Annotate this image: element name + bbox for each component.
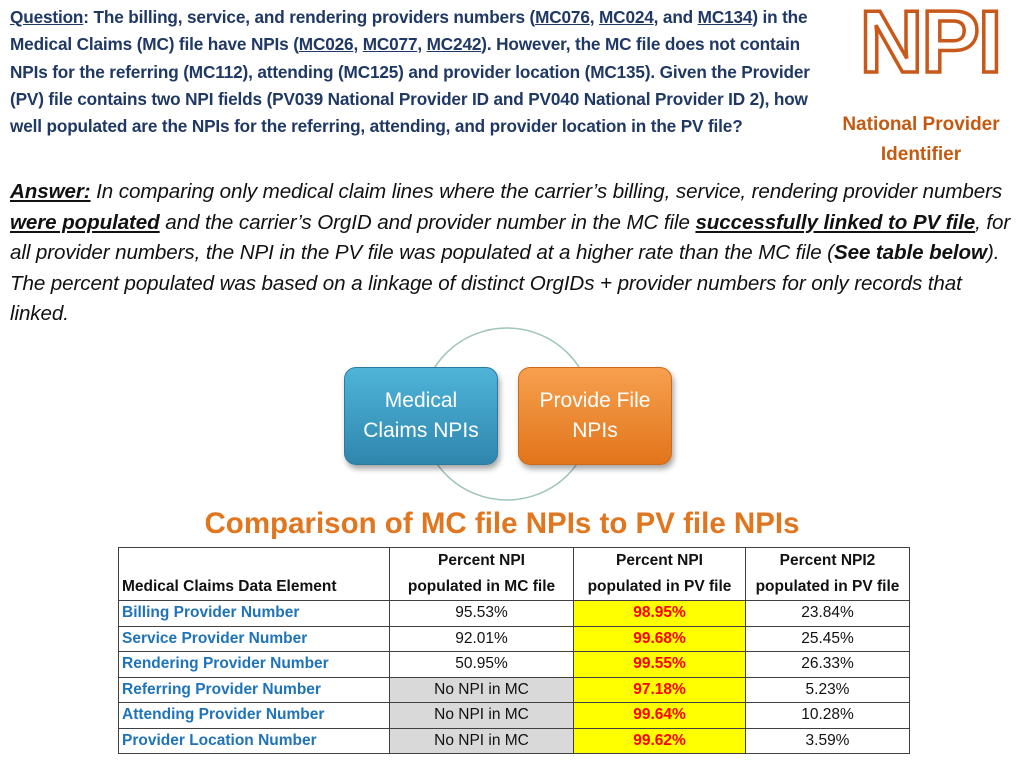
table-header-row: [119, 548, 910, 601]
answer-text: , for all provider numbers, the NPI in the PV file was populated at a higher rate than the MC file (: [10, 210, 1011, 264]
row-name: Service Provider Number: [119, 626, 390, 652]
table-row: [119, 677, 910, 703]
comparison-table: [118, 547, 910, 754]
npi-subtitle-line2: Identifier: [880, 144, 962, 165]
provider-file-npis-box: [518, 367, 672, 465]
row-pv-pct: 99.68%: [574, 626, 746, 652]
npi-subtitle-line1: National Provider: [842, 114, 1000, 135]
separator: ,: [417, 34, 427, 55]
field-link-mc024[interactable]: MC024: [599, 7, 654, 27]
header-pct-pv2: [746, 548, 910, 601]
question-paragraph: [10, 4, 820, 140]
header-data-element: Medical Claims Data Element: [119, 548, 390, 601]
row-pv2-pct: 26.33%: [746, 652, 910, 678]
separator: ,: [353, 34, 363, 55]
row-name: Attending Provider Number: [119, 703, 390, 729]
row-name: Provider Location Number: [119, 728, 390, 754]
row-pv2-pct: 23.84%: [746, 601, 910, 627]
row-name: Billing Provider Number: [119, 601, 390, 627]
row-name: Rendering Provider Number: [119, 652, 390, 678]
question-text: : The billing, service, and rendering providers numbers (: [83, 7, 536, 27]
question-text: ). However, the MC file does not contain NPIs for the referring (MC112), attending (MC125) and provider location (MC135). Given the Provider (PV) file contains two NPI fields (PV039 National Provider ID and PV040 National Provider ID 2), how well populated are the NPIs for the referring, attending, and provider location in the PV file?: [10, 34, 810, 137]
npi-subtitle: [818, 110, 1024, 170]
answer-emphasis-populated: were populated: [10, 210, 160, 234]
header-pct-mc: [390, 548, 574, 601]
header-line: populated in MC file: [407, 578, 556, 595]
box-pv-line2: NPIs: [572, 419, 618, 442]
table-row: [119, 626, 910, 652]
field-link-mc134[interactable]: MC134: [697, 7, 753, 27]
header-line: Percent NPI: [437, 552, 525, 569]
npi-logo-letters: NPI: [859, 0, 1001, 80]
row-name: Referring Provider Number: [119, 677, 390, 703]
field-link-mc076[interactable]: MC076: [535, 7, 590, 27]
field-link-mc026[interactable]: MC026: [298, 34, 354, 55]
question-label: Question: [10, 7, 84, 27]
row-pv-pct: 99.62%: [574, 728, 746, 754]
answer-paragraph: [10, 177, 1015, 330]
box-mc-line2: Claims NPIs: [363, 419, 479, 442]
row-pv2-pct: 25.45%: [746, 626, 910, 652]
table-title: Comparison of MC file NPIs to PV file NPIs: [204, 507, 800, 540]
table-row: [119, 652, 910, 678]
row-mc-pct: 92.01%: [390, 626, 574, 652]
header-pct-pv: [574, 548, 746, 601]
row-pv-pct: 99.55%: [574, 652, 746, 678]
table-row: [119, 601, 910, 627]
field-link-mc077[interactable]: MC077: [362, 34, 418, 55]
row-mc-pct: No NPI in MC: [390, 677, 574, 703]
question-text: ) in the Medical Claims (MC) file have NPIs (: [10, 7, 808, 55]
medical-claims-npis-box: [344, 367, 498, 465]
table-row: [119, 728, 910, 754]
table-row: [119, 703, 910, 729]
answer-emphasis-linked: successfully linked to PV file: [695, 210, 976, 234]
header-line: populated in PV file: [755, 578, 900, 595]
row-mc-pct: 50.95%: [390, 652, 574, 678]
row-pv-pct: 97.18%: [574, 677, 746, 703]
row-mc-pct: 95.53%: [390, 601, 574, 627]
box-pv-line1: Provide File: [539, 389, 651, 412]
row-mc-pct: No NPI in MC: [390, 703, 574, 729]
field-link-mc242[interactable]: MC242: [426, 34, 482, 55]
row-pv-pct: 99.64%: [574, 703, 746, 729]
answer-emphasis-see-table: See table below: [833, 241, 987, 264]
answer-label: Answer:: [10, 180, 91, 203]
row-pv2-pct: 3.59%: [746, 728, 910, 754]
row-mc-pct: No NPI in MC: [390, 728, 574, 754]
header-line: populated in PV file: [587, 578, 732, 595]
box-mc-line1: Medical: [384, 389, 458, 412]
separator: ,: [589, 7, 600, 27]
npi-logo: [840, 0, 1020, 80]
row-pv2-pct: 10.28%: [746, 703, 910, 729]
row-pv-pct: 98.95%: [574, 601, 746, 627]
answer-text: ). The percent populated was based on a linkage of distinct OrgIDs + provider numbers for only records that linked.: [10, 241, 1000, 325]
answer-text: In comparing only medical claim lines where the carrier’s billing, service, rendering provider numbers: [90, 180, 1003, 203]
row-pv2-pct: 5.23%: [746, 677, 910, 703]
answer-text: and the carrier’s OrgID and provider number in the MC file: [159, 210, 696, 234]
header-line: Percent NPI2: [779, 552, 876, 569]
separator: , and: [653, 7, 698, 27]
header-line: Percent NPI: [615, 552, 703, 569]
